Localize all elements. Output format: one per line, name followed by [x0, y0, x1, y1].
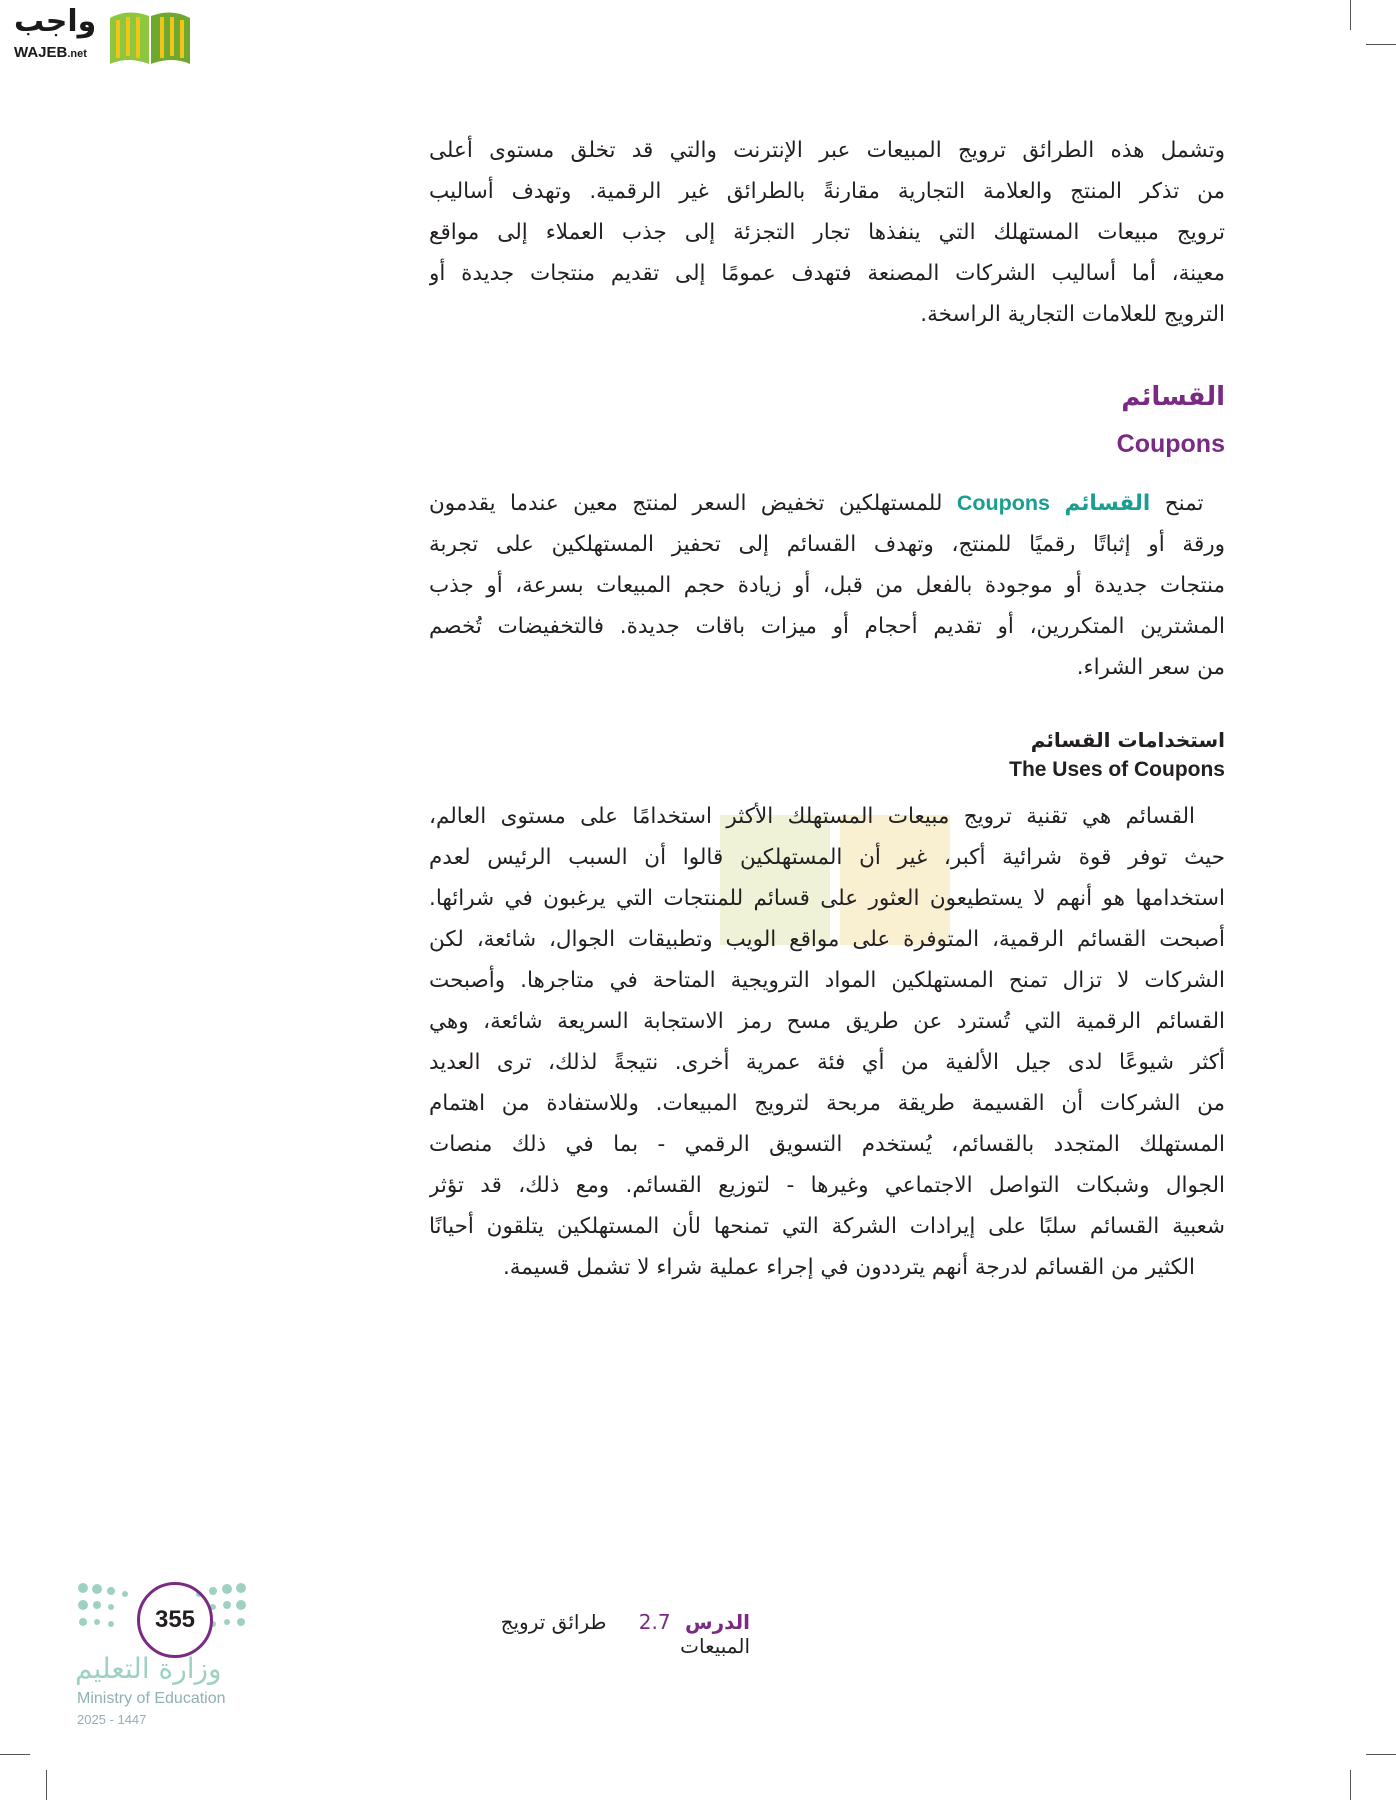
section-title-english: Coupons [1116, 430, 1225, 458]
lesson-footer [430, 1610, 750, 1658]
page-number: 355 [137, 1582, 213, 1658]
text-line: حيث توفر قوة شرائية أكبر، غير أن المستهلكين قالوا أن السبب الرئيس لعدم [429, 845, 1225, 870]
crop-mark [1366, 44, 1396, 45]
book-icon [108, 8, 192, 66]
keyword-arabic: القسائم [1064, 491, 1151, 516]
crop-mark [0, 1754, 30, 1755]
text-line: ورقة أو إثباتًا رقميًا للمنتج، وتهدف القسائم إلى تحفيز المستهلكين على تجربة [429, 532, 1225, 557]
text-line: شعبية القسائم سلبًا على إيرادات الشركة التي تمنحها لأن المستهلكين يتلقون أحيانًا [429, 1214, 1225, 1239]
ministry-arabic: وزارة التعليم [75, 1652, 222, 1685]
ministry-english: Ministry of Education [77, 1690, 226, 1707]
lesson-label: الدرس [684, 1610, 750, 1634]
lesson-title: طرائق ترويج المبيعات [500, 1610, 750, 1658]
text-line: معينة، أما أساليب الشركات المصنعة فتهدف عمومًا إلى تقديم منتجات جديدة أو [429, 261, 1225, 286]
uses-paragraph [429, 796, 1225, 1288]
ministry-year: 2025 - 1447 [77, 1712, 147, 1727]
text-line: استخدامها هو أنهم لا يستطيعون العثور على قسائم للمنتجات التي يرغبون في شرائها. [429, 886, 1225, 911]
text-line: القسائم الرقمية التي تُسترد عن طريق مسح رمز الاستجابة السريعة شائعة، وهي [429, 1009, 1225, 1034]
text-line: أصبحت القسائم الرقمية، المتوفرة على مواقع الويب وتطبيقات الجوال، شائعة، لكن [429, 927, 1225, 952]
text-line: الجوال وشبكات التواصل الاجتماعي وغيرها - لتوزيع القسائم. ومع ذلك، قد تؤثر [429, 1173, 1225, 1198]
text-line: وتشمل هذه الطرائق ترويج المبيعات عبر الإنترنت والتي قد تخلق مستوى أعلى [429, 138, 1225, 163]
text-line: من الشركات أن القسيمة طريقة مربحة لترويج المبيعات. وللاستفادة من اهتمام [429, 1091, 1225, 1116]
keyword-english: Coupons [956, 491, 1051, 515]
crop-mark [46, 1770, 47, 1800]
text-line: الترويج للعلامات التجارية الراسخة. [920, 302, 1225, 327]
crop-mark [1350, 1770, 1351, 1800]
logo-arabic: واجب [14, 4, 97, 39]
intro-paragraph [429, 130, 1225, 335]
section-title-arabic: القسائم [1121, 382, 1225, 412]
text-line: المستهلك المتجدد بالقسائم، يُستخدم التسويق الرقمي - بما في ذلك منصات [429, 1132, 1225, 1157]
crop-mark [1350, 0, 1351, 30]
ministry-logo [75, 1580, 255, 1730]
text-line: المشترين المتكررين، أو تقديم أحجام أو ميزات باقات جديدة. فالتخفيضات تُخصم [429, 614, 1225, 639]
logo-english: WAJEB.net [14, 44, 87, 61]
text-line: من تذكر المنتج والعلامة التجارية مقارنةً بالطرائق غير الرقمية. وتهدف أساليب [429, 179, 1225, 204]
text-line: تمنح القسائم Coupons للمستهلكين تخفيض السعر لمنتج معين عندما يقدمون [429, 491, 1204, 516]
text-line: ترويج مبيعات المستهلك التي ينفذها تجار التجزئة إلى جذب العملاء إلى مواقع [429, 220, 1225, 245]
text-line: أكثر شيوعًا لدى جيل الألفية من أي فئة عمرية أخرى. نتيجةً لذلك، ترى العديد [429, 1050, 1225, 1075]
text-line: القسائم هي تقنية ترويج مبيعات المستهلك الأكثر استخدامًا على مستوى العالم، [429, 804, 1195, 829]
text-line: الكثير من القسائم لدرجة أنهم يترددون في إجراء عملية شراء لا تشمل قسيمة. [502, 1255, 1195, 1280]
subsection-title-arabic: استخدامات القسائم [1030, 728, 1225, 752]
text-line: الشركات لا تزال تمنح المستهلكين المواد الترويجية المتاحة في متاجرها. وأصبحت [429, 968, 1225, 993]
coupons-paragraph [429, 483, 1225, 688]
lesson-number: 2.7 [638, 1610, 671, 1634]
subsection-title-english: The Uses of Coupons [1009, 758, 1225, 781]
text-line: من سعر الشراء. [1076, 655, 1225, 680]
wajeb-logo[interactable] [8, 4, 193, 68]
crop-mark [1366, 1754, 1396, 1755]
text-line: منتجات جديدة أو موجودة بالفعل من قبل، أو زيادة حجم المبيعات بسرعة، أو جذب [429, 573, 1225, 598]
